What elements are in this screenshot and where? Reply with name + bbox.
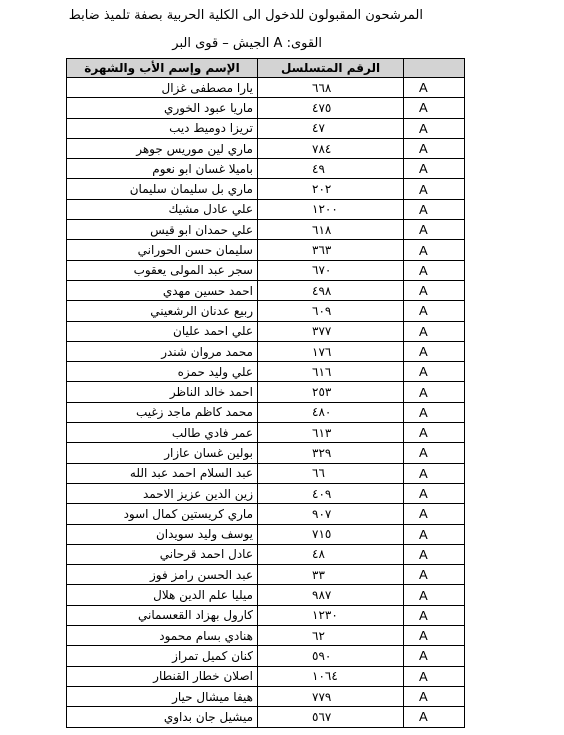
code-cell: A [404,544,465,564]
code-cell: A [404,118,465,138]
page-subtitle: القوى: A الجيش – قوى البر [172,36,322,51]
table-row [67,321,465,341]
table-row [67,524,465,544]
code-cell: A [404,504,465,524]
name-cell: ماري لين موريس جوهر [67,138,258,158]
name-cell: هنادي بسام محمود [67,626,258,646]
serial-cell: ٦١٦ [258,362,404,382]
code-cell: A [404,260,465,280]
serial-cell: ٦١٨ [258,220,404,240]
serial-cell: ٦٧٠ [258,260,404,280]
code-cell: A [404,646,465,666]
name-cell: يوسف وليد سويدان [67,524,258,544]
code-cell: A [404,483,465,503]
table-row [67,544,465,564]
table-row [67,382,465,402]
serial-cell: ١٢٠٠ [258,199,404,219]
serial-cell: ١٠٦٤ [258,666,404,686]
table-row [67,159,465,179]
serial-cell: ٥٦٧ [258,707,404,727]
serial-cell: ٩٨٧ [258,585,404,605]
code-cell: A [404,301,465,321]
code-cell: A [404,443,465,463]
code-cell: A [404,686,465,706]
name-cell: ماريا عبود الخوري [67,98,258,118]
serial-cell: ١٧٦ [258,341,404,361]
table-row [67,220,465,240]
candidates-table [66,58,465,728]
table-row [67,179,465,199]
name-cell: ماري كريستين كمال اسود [67,504,258,524]
serial-cell: ٤٩ [258,159,404,179]
serial-cell: ٦٦٨ [258,78,404,98]
name-cell: محمد مروان شندر [67,341,258,361]
code-cell: A [404,666,465,686]
column-header-name: الإسم وإسم الأب والشهرة [67,59,258,78]
serial-cell: ٦١٣ [258,423,404,443]
code-cell: A [404,78,465,98]
name-cell: عبد السلام احمد عبد الله [67,463,258,483]
code-cell: A [404,138,465,158]
table-row [67,78,465,98]
column-header-code [404,59,465,78]
serial-cell: ٤٨٠ [258,402,404,422]
table-row [67,626,465,646]
name-cell: تريزا دوميط ديب [67,118,258,138]
table-row [67,443,465,463]
table-row [67,199,465,219]
name-cell: زين الدين عزيز الاحمد [67,483,258,503]
table-row [67,280,465,300]
name-cell: يارا مصطفى غزال [67,78,258,98]
table-row [67,138,465,158]
name-cell: كنان كميل تمراز [67,646,258,666]
column-header-serial: الرقم المتسلسل [258,59,404,78]
serial-cell: ٣٦٣ [258,240,404,260]
name-cell: باميلا غسان ابو نعوم [67,159,258,179]
name-cell: علي احمد عليان [67,321,258,341]
serial-cell: ٧١٥ [258,524,404,544]
table-row [67,240,465,260]
serial-cell: ٤٧٥ [258,98,404,118]
serial-cell: ٣٧٧ [258,321,404,341]
serial-cell: ٤٩٨ [258,280,404,300]
name-cell: ماري بل سليمان سليمان [67,179,258,199]
name-cell: سجر عبد المولى يعقوب [67,260,258,280]
code-cell: A [404,321,465,341]
code-cell: A [404,402,465,422]
code-cell: A [404,341,465,361]
name-cell: عادل احمد قرحاني [67,544,258,564]
name-cell: كارول بهزاد القعسماني [67,605,258,625]
table-row [67,301,465,321]
code-cell: A [404,199,465,219]
table-row [67,98,465,118]
name-cell: عبد الحسن رامز فوز [67,565,258,585]
table-row [67,565,465,585]
code-cell: A [404,585,465,605]
name-cell: ميشيل جان بداوي [67,707,258,727]
table-row [67,423,465,443]
table-row [67,585,465,605]
serial-cell: ٦٦ [258,463,404,483]
serial-cell: ٦٢ [258,626,404,646]
name-cell: ميليا علم الدين هلال [67,585,258,605]
serial-cell: ٤٨ [258,544,404,564]
table-row [67,260,465,280]
name-cell: علي وليد حمزه [67,362,258,382]
serial-cell: ٢٥٣ [258,382,404,402]
serial-cell: ٧٨٤ [258,138,404,158]
table-row [67,483,465,503]
table-row [67,646,465,666]
name-cell: علي حمدان ابو قيس [67,220,258,240]
code-cell: A [404,423,465,443]
table-row [67,666,465,686]
table-row [67,118,465,138]
serial-cell: ١٢٣٠ [258,605,404,625]
serial-cell: ٧٧٩ [258,686,404,706]
name-cell: اصلان خطار القنطار [67,666,258,686]
code-cell: A [404,382,465,402]
name-cell: احمد خالد الناظر [67,382,258,402]
table-header-row [67,59,465,78]
serial-cell: ٤٠٩ [258,483,404,503]
page-title: المرشحون المقبولون للدخول الى الكلية الحربية بصفة تلميذ ضابط [68,8,423,23]
code-cell: A [404,565,465,585]
serial-cell: ٢٠٢ [258,179,404,199]
code-cell: A [404,463,465,483]
table-row [67,707,465,727]
serial-cell: ٤٧ [258,118,404,138]
serial-cell: ٩٠٧ [258,504,404,524]
name-cell: سليمان حسن الحوراني [67,240,258,260]
code-cell: A [404,362,465,382]
code-cell: A [404,707,465,727]
code-cell: A [404,524,465,544]
name-cell: عمر فادي طالب [67,423,258,443]
serial-cell: ٣٣ [258,565,404,585]
serial-cell: ٥٩٠ [258,646,404,666]
code-cell: A [404,605,465,625]
serial-cell: ٣٢٩ [258,443,404,463]
code-cell: A [404,240,465,260]
name-cell: محمد كاظم ماجد زغيب [67,402,258,422]
name-cell: بولين غسان عازار [67,443,258,463]
table-row [67,605,465,625]
table-row [67,463,465,483]
name-cell: هيفا ميشال حيار [67,686,258,706]
table-row [67,686,465,706]
code-cell: A [404,179,465,199]
table-row [67,362,465,382]
code-cell: A [404,98,465,118]
code-cell: A [404,280,465,300]
code-cell: A [404,220,465,240]
table-row [67,402,465,422]
table-row [67,341,465,361]
code-cell: A [404,159,465,179]
name-cell: علي عادل مشيك [67,199,258,219]
name-cell: ربيع عدنان الرشعيني [67,301,258,321]
table-row [67,504,465,524]
serial-cell: ٦٠٩ [258,301,404,321]
code-cell: A [404,626,465,646]
name-cell: احمد حسين مهدي [67,280,258,300]
